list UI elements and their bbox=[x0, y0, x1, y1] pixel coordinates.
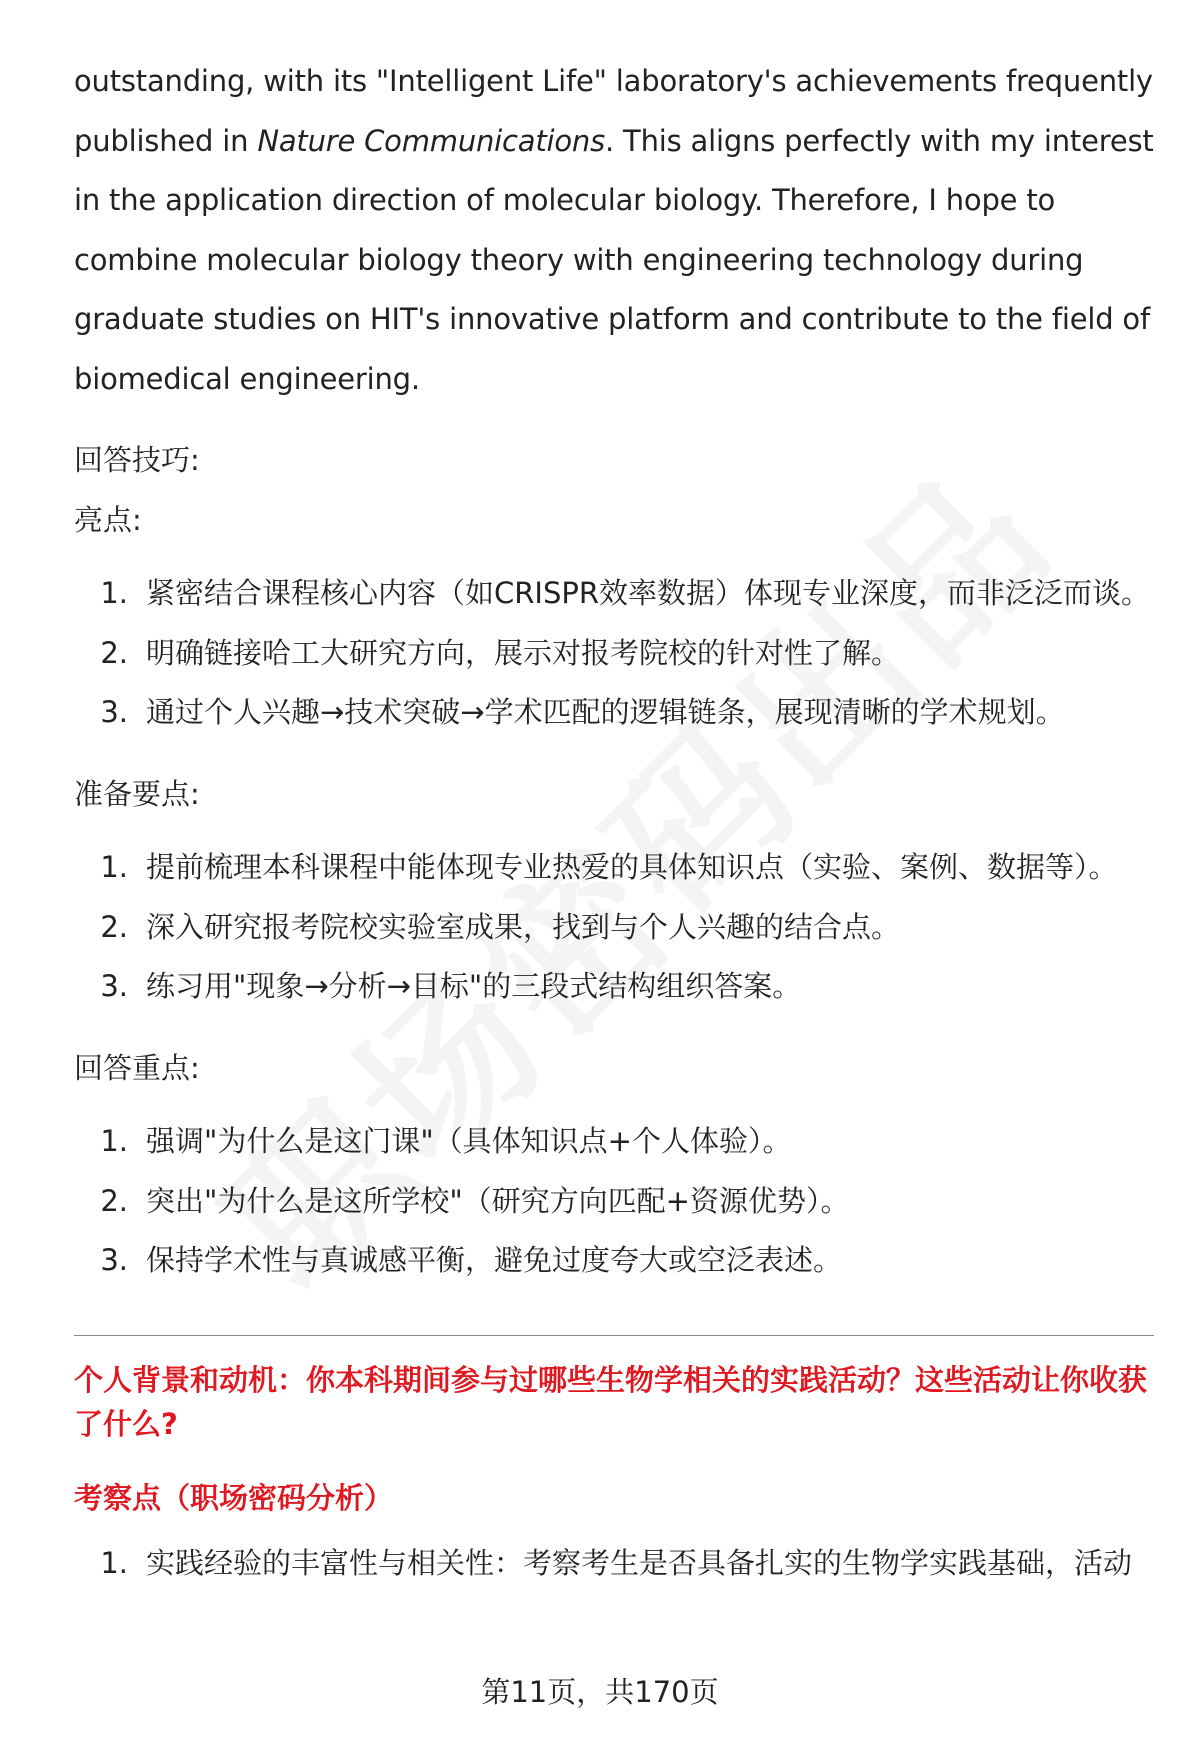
list-number: 1. bbox=[100, 850, 128, 884]
list-number: 2. bbox=[100, 1183, 128, 1218]
list-text: 练习用"现象→分析→目标"的三段式结构组织答案。 bbox=[146, 969, 802, 1003]
list-text: 明确链接哈工大研究方向，展示对报考院校的针对性了解。 bbox=[146, 635, 901, 670]
preparation-list bbox=[74, 838, 1154, 1017]
highlights-label: 亮点: bbox=[74, 502, 142, 537]
section-divider bbox=[74, 1335, 1154, 1336]
list-item bbox=[74, 957, 1154, 1017]
list-item bbox=[74, 1534, 1154, 1594]
list-item bbox=[74, 624, 1154, 684]
list-item bbox=[74, 838, 1154, 898]
highlights-list bbox=[74, 564, 1154, 743]
list-number: 2. bbox=[100, 909, 128, 944]
list-text: 实践经验的丰富性与相关性：考察考生是否具备扎实的生物学实践基础，活动 bbox=[146, 1545, 1133, 1580]
list-number: 1. bbox=[100, 1545, 128, 1580]
list-text: 强调"为什么是这门课"（具体知识点+个人体验）。 bbox=[146, 1124, 792, 1158]
answer-tips-label: 回答技巧: bbox=[74, 443, 200, 477]
list-number: 3. bbox=[100, 969, 128, 1003]
list-number: 3. bbox=[100, 695, 128, 729]
list-number: 2. bbox=[100, 635, 128, 670]
list-item bbox=[74, 1112, 1154, 1172]
key-points-list bbox=[74, 1112, 1154, 1291]
key-points-label: 回答重点: bbox=[74, 1050, 200, 1085]
list-text: 提前梳理本科课程中能体现专业热爱的具体知识点（实验、案例、数据等）。 bbox=[146, 850, 1118, 884]
list-number: 3. bbox=[100, 1243, 128, 1277]
list-number: 1. bbox=[100, 1124, 128, 1158]
list-text: 突出"为什么是这所学校"（研究方向匹配+资源优势）。 bbox=[146, 1183, 850, 1218]
list-text: 通过个人兴趣→技术突破→学术匹配的逻辑链条，展现清晰的学术规划。 bbox=[146, 695, 1065, 729]
intro-text-part2: . This aligns perfectly with my interest in the application direction of molecular biology. Therefore, I hope to combine molecular biology theory with engineering technology during graduate studies on HIT's innovative platform and contribute to the field of biomedical engineering. bbox=[74, 123, 1154, 396]
document-page bbox=[74, 52, 1154, 1593]
intro-text-part1: outstanding, with its "Intelligent Life" laboratory's achievements frequently published in bbox=[74, 64, 1153, 158]
intro-paragraph bbox=[74, 52, 1154, 409]
journal-name: Nature Communications bbox=[257, 123, 606, 158]
list-item bbox=[74, 1172, 1154, 1232]
page-footer: 第11页，共170页 bbox=[481, 1675, 719, 1709]
list-text: 紧密结合课程核心内容（如CRISPR效率数据）体现专业深度，而非泛泛而谈。 bbox=[146, 576, 1150, 610]
list-item bbox=[74, 564, 1154, 624]
list-item bbox=[74, 898, 1154, 958]
preparation-label: 准备要点: bbox=[74, 776, 200, 811]
list-number: 1. bbox=[100, 576, 128, 610]
list-text: 深入研究报考院校实验室成果，找到与个人兴趣的结合点。 bbox=[146, 909, 901, 944]
list-item bbox=[74, 1231, 1154, 1291]
exam-points-list bbox=[74, 1534, 1154, 1594]
list-text: 保持学术性与真诚感平衡，避免过度夸大或空泛表述。 bbox=[146, 1243, 843, 1277]
next-question-heading: 个人背景和动机：你本科期间参与过哪些生物学相关的实践活动？这些活动让你收获了什么? bbox=[74, 1362, 1148, 1441]
exam-points-heading: 考察点（职场密码分析） bbox=[74, 1480, 394, 1515]
list-item bbox=[74, 683, 1154, 743]
